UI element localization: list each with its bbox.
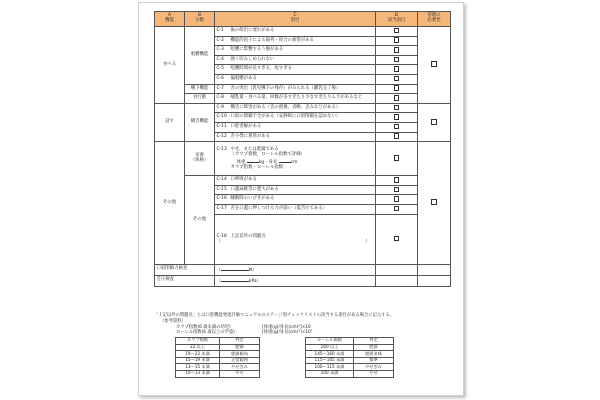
tongue-pressure-label: 舌圧検査 [155, 275, 215, 286]
checkbox-c12[interactable] [376, 132, 418, 142]
rohrer-row: 115〜145 未満 標準 [306, 357, 394, 364]
subcat-nutrition: 栄養 （体格） [185, 142, 215, 176]
checkbox-c17[interactable] [376, 204, 418, 214]
rohrer-header-row: ローレル指数 判定 [306, 338, 394, 345]
checkbox-c3[interactable] [376, 46, 418, 56]
checkbox-c4[interactable] [376, 55, 418, 65]
item-c6: C-6 偏咀嚼がある [215, 74, 376, 84]
subcat-articulation: 構音機能 [185, 103, 215, 141]
item-c5: C-5 咀嚼時間が長すぎる，短すぎる [215, 65, 376, 75]
item-c13: C-13 やせ，または肥満である （カウプ指数，ローレル指数で評価） 体重 kg・身長 cm カウプ指数・ローレル指数： [215, 142, 376, 176]
reference-label: （参考資料） [160, 318, 186, 324]
oral-function-checklist-table [154, 11, 451, 287]
subcat-chewing: 咀嚼機能 [185, 27, 215, 85]
checkbox-c11[interactable] [376, 122, 418, 132]
item-c12: C-12 舌小帯に異常がある [215, 132, 376, 142]
checkbox-c7[interactable] [376, 84, 418, 94]
subcat-eating-behavior: 食行動 [185, 94, 215, 104]
tongue-pressure-row [155, 275, 451, 286]
item-row-c8 [155, 94, 451, 104]
item-c18: C-18 上記以外の問題点 （ ） [215, 214, 376, 264]
rohrer-row: 145〜160 未満 肥満気味 [306, 351, 394, 358]
kaup-index-table [175, 337, 260, 378]
checkbox-c9[interactable] [376, 103, 418, 113]
item-c15: C-15 口蓋扁桃等に肥大がある [215, 185, 376, 195]
kaup-row: 15〜19 未満 正常範囲 [176, 357, 260, 364]
item-c2: C-2 機能的因子による歯列・咬合の異常がある [215, 36, 376, 46]
checkbox-c2[interactable] [376, 36, 418, 46]
header-col-e: 管理の 必要性 [418, 12, 451, 27]
item-c11: C-11 口腔習癖がある [215, 122, 376, 132]
section-speak: 話す [155, 103, 185, 141]
item-c7: C-7 舌の突出（乳児嚥下の残存）がみられる（離乳完了後） [215, 84, 376, 94]
checkbox-c8[interactable] [376, 94, 418, 104]
tongue-pressure-value: （ kPa） [215, 275, 376, 286]
item-c16: C-16 睡眠時のいびきがある [215, 195, 376, 205]
checkbox-c6[interactable] [376, 74, 418, 84]
rohrer-index-table [305, 337, 394, 378]
checkbox-c16[interactable] [376, 195, 418, 205]
item-row-c7 [155, 84, 451, 94]
item-row-c13 [155, 142, 451, 176]
document-page [138, 2, 464, 396]
section-other: その他 [155, 142, 185, 264]
header-col-a: A 機能 [155, 12, 185, 27]
lip-closure-row [155, 264, 451, 275]
item-c4: C-4 強く咬みしめられない [215, 55, 376, 65]
item-c3: C-3 咀嚼に影響するう蝕がある [215, 46, 376, 56]
need-checkbox-other[interactable] [418, 142, 451, 264]
lip-closure-label: 口唇閉鎖力検査 [155, 264, 215, 275]
kaup-row: 22 以上 肥満 [176, 344, 260, 351]
item-c17: C-17 舌を口蓋に押しつける力が弱い（低舌圧である） [215, 204, 376, 214]
item-c1: C-1 歯の萌出に遅れがある [215, 27, 376, 37]
header-row [155, 12, 451, 27]
kaup-row: 13〜15 未満 やせぎみ [176, 364, 260, 371]
rohrer-row: 100〜115 未満 やせぎみ [306, 364, 394, 371]
header-col-c: C 項目 [215, 12, 376, 27]
kaup-formula: カウプ指数(6 歳未満の幼児) [体重(g)/身長(cm)²]×10 [176, 324, 311, 330]
item-row-c9 [155, 103, 451, 113]
header-col-b: B 分類 [185, 12, 215, 27]
rohrer-formula: ローレル指数(6 歳以上の学童) [体重(g)/身長(cm)³]×10⁷ [176, 330, 313, 336]
section-eat: 食べる [155, 27, 185, 104]
kaup-row: 19〜22 未満 肥満傾向 [176, 351, 260, 358]
subcat-swallow: 嚥下機能 [185, 84, 215, 94]
footnote [154, 313, 450, 336]
checkbox-c1[interactable] [376, 27, 418, 37]
need-checkbox-eat[interactable] [418, 27, 451, 104]
subcat-other: その他 [185, 176, 215, 264]
header-col-d: D 該当項目 [376, 12, 418, 27]
item-c14: C-14 口呼吸がある [215, 176, 376, 186]
kaup-header-row: カウプ指数 判定 [176, 338, 260, 345]
kaup-row: 10〜13 未満 やせ [176, 370, 260, 377]
checkbox-c15[interactable] [376, 185, 418, 195]
checkbox-c10[interactable] [376, 113, 418, 123]
rohrer-row: 160 以上 肥満 [306, 344, 394, 351]
lip-closure-value: （ N） [215, 264, 376, 275]
item-c8: C-8 哺乳量・食べる量，回数が多すぎたり少なすぎたりムラがあるなど [215, 94, 376, 104]
checkbox-c5[interactable] [376, 65, 418, 75]
item-row-c14 [155, 176, 451, 186]
footnote-line: 「上記以外の問題点」とは口腔機能発達評価マニュアルのステージ別チェックリストの該当する項目がある場合に記入する。 [154, 313, 395, 318]
need-checkbox-speak[interactable] [418, 103, 451, 141]
item-c9: C-9 構音に障害がある（音の置換，省略，歪みなどがある） [215, 103, 376, 113]
checkbox-c14[interactable] [376, 176, 418, 186]
item-row-c1 [155, 27, 451, 37]
rohrer-row: 100 未満 やせ [306, 370, 394, 377]
checkbox-c13[interactable] [376, 142, 418, 176]
item-c10: C-10 口唇の閉鎖不全がある（安静時に口唇閉鎖を認めない） [215, 113, 376, 123]
checkbox-c18[interactable] [376, 214, 418, 264]
